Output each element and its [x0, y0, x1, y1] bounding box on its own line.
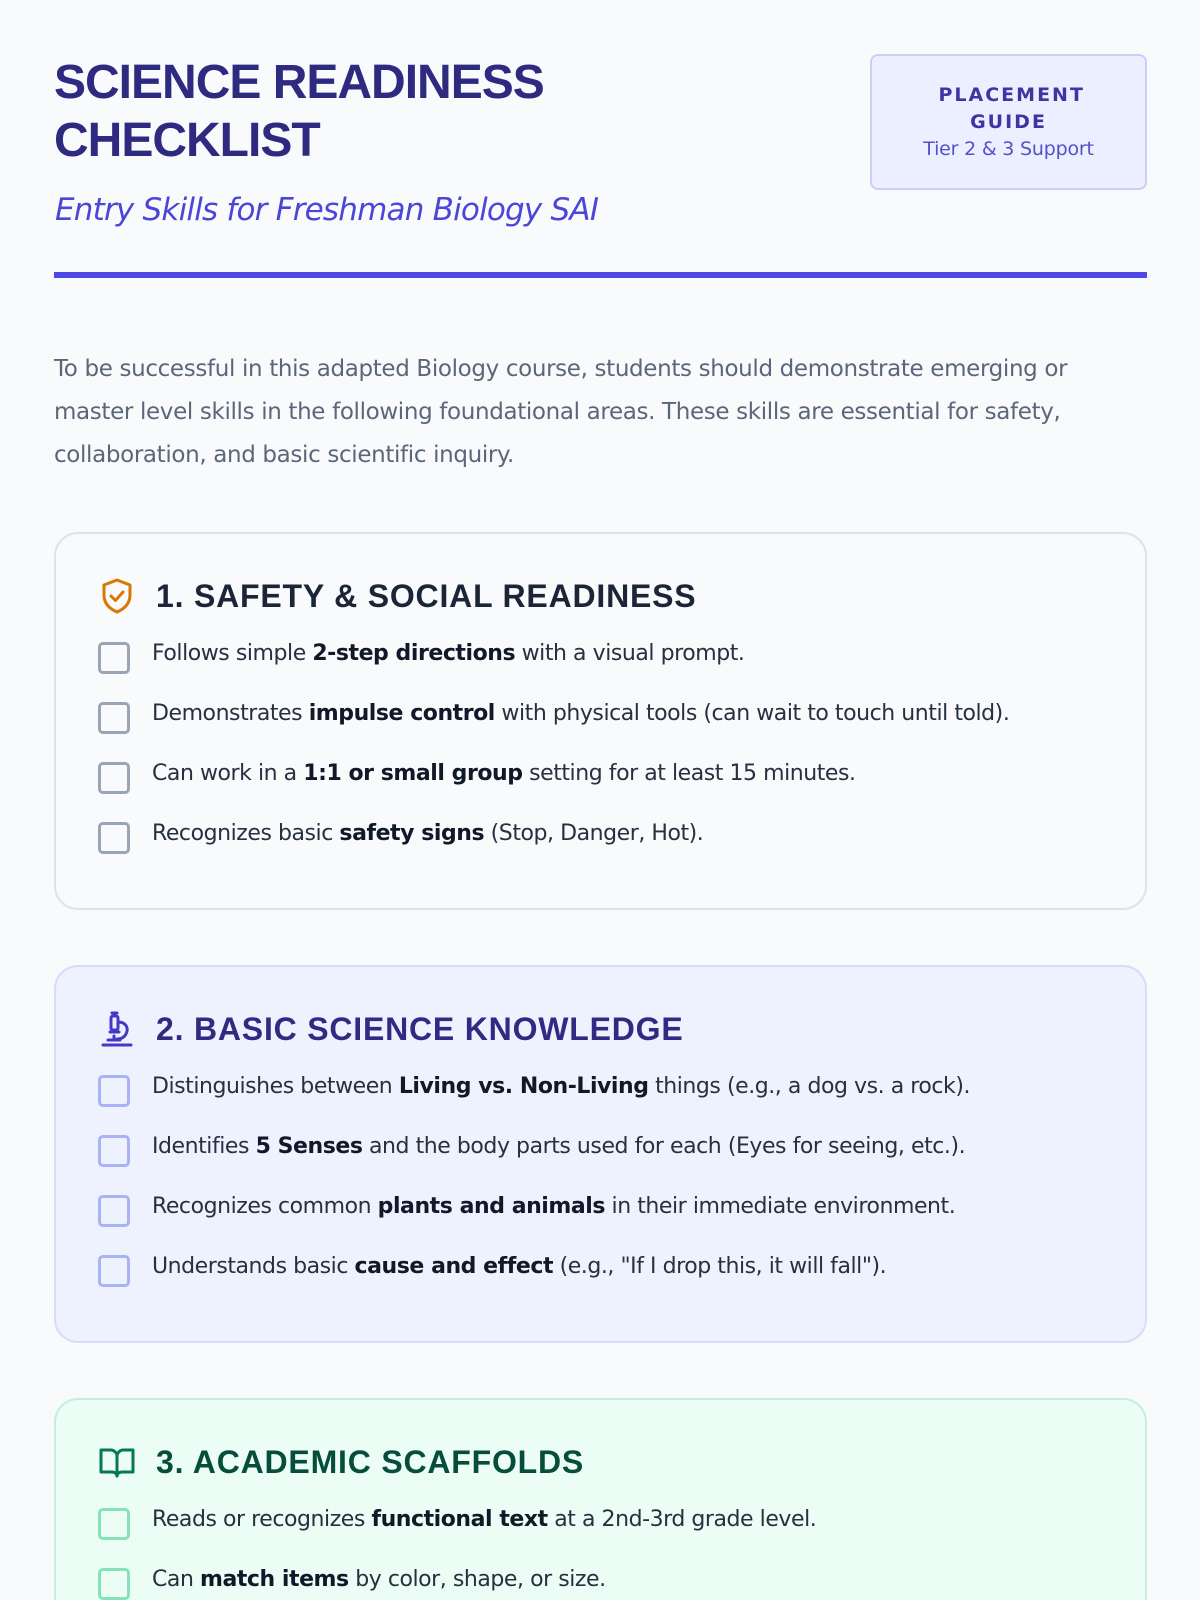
checklist-item	[98, 818, 1145, 878]
checkbox[interactable]	[98, 762, 130, 794]
checkbox[interactable]	[98, 1075, 130, 1107]
section-title: 3. ACADEMIC SCAFFOLDS	[156, 1443, 585, 1480]
checklist-item-text: Recognizes common plants and animals in their immediate environment.	[152, 1194, 956, 1219]
checklist-item	[98, 1504, 1145, 1564]
checklist-item-text: Demonstrates impulse control with physical tools (can wait to touch until told).	[152, 701, 1010, 726]
checklist-item-text: Recognizes basic safety signs (Stop, Danger, Hot).	[152, 821, 704, 846]
checklist-item	[98, 1564, 1145, 1600]
section-academic-scaffolds	[54, 1398, 1147, 1600]
checkbox[interactable]	[98, 1568, 130, 1600]
section-safety-social-readiness	[54, 532, 1147, 910]
checklist	[98, 1504, 1145, 1600]
section-title: 2. BASIC SCIENCE KNOWLEDGE	[156, 1010, 684, 1047]
checklist-item-text: Understands basic cause and effect (e.g., "If I drop this, it will fall").	[152, 1254, 887, 1279]
badge-title: PLACEMENT GUIDE	[938, 84, 1085, 133]
checkbox[interactable]	[98, 642, 130, 674]
checklist-item	[98, 698, 1145, 758]
page-title-line-2: CHECKLIST	[54, 114, 320, 167]
page-subtitle: Entry Skills for Freshman Biology SAI	[55, 192, 599, 228]
checklist-item-text: Can match items by color, shape, or size.	[152, 1567, 606, 1592]
header-divider	[54, 272, 1147, 278]
checklist-item	[98, 1071, 1145, 1131]
checklist-item	[98, 638, 1145, 698]
section-header	[98, 1440, 1145, 1484]
checklist-item-text: Reads or recognizes functional text at a 2nd-3rd grade level.	[152, 1507, 817, 1532]
checklist-item	[98, 1251, 1145, 1311]
checklist-item	[98, 1131, 1145, 1191]
checklist	[98, 1071, 1145, 1311]
page-title-line-1: SCIENCE READINESS	[54, 56, 544, 109]
section-header	[98, 1007, 1145, 1051]
section-header	[98, 574, 1145, 618]
checklist-item-text: Follows simple 2-step directions with a visual prompt.	[152, 641, 745, 666]
checkbox[interactable]	[98, 1255, 130, 1287]
checkbox[interactable]	[98, 702, 130, 734]
section-basic-science-knowledge	[54, 965, 1147, 1343]
checkbox[interactable]	[98, 1135, 130, 1167]
checklist	[98, 638, 1145, 878]
section-title: 1. SAFETY & SOCIAL READINESS	[156, 577, 697, 614]
checklist-item	[98, 1191, 1145, 1251]
intro-paragraph: To be successful in this adapted Biology course, students should demonstrate emerging or master level skills in the following foundational areas. These skills are essential for safety, collaboration, and basic scientific inquiry.	[54, 356, 1068, 468]
page-header	[54, 54, 1147, 284]
microscope-icon	[98, 1010, 136, 1048]
shield-check-icon	[98, 577, 136, 615]
checklist-item-text: Identifies 5 Senses and the body parts used for each (Eyes for seeing, etc.).	[152, 1134, 966, 1159]
checkbox[interactable]	[98, 822, 130, 854]
checklist-item-text: Can work in a 1:1 or small group setting for at least 15 minutes.	[152, 761, 856, 786]
checkbox[interactable]	[98, 1508, 130, 1540]
placement-guide-badge	[870, 54, 1147, 190]
checklist-item-text: Distinguishes between Living vs. Non-Living things (e.g., a dog vs. a rock).	[152, 1074, 971, 1099]
checklist-item	[98, 758, 1145, 818]
checkbox[interactable]	[98, 1195, 130, 1227]
open-book-icon	[98, 1443, 136, 1481]
badge-subtitle: Tier 2 & 3 Support	[923, 138, 1094, 160]
page-title	[54, 54, 754, 170]
